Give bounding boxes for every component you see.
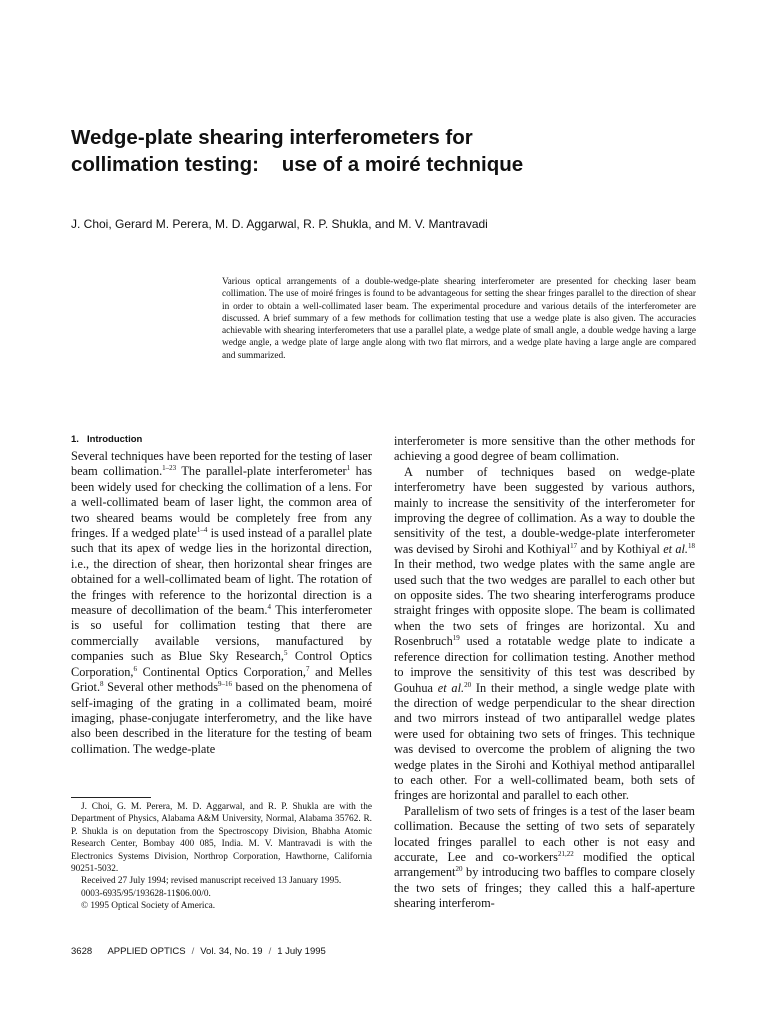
text-run: Parallelism of two sets of fringes is a test of the laser beam collimation. Because the setting of two sets of separately located fringes parallel to each other is not easy and accurate, Lee and co-workers	[394, 803, 695, 864]
text-run: by introducing two baffles to compare closely the two sets of fringes; they called this a half-aperture shearing interferom-	[394, 865, 695, 911]
page-number: 3628	[71, 946, 93, 957]
reference-marker: 20	[455, 865, 463, 874]
section-heading	[71, 434, 142, 445]
footer-separator: /	[191, 946, 195, 957]
reference-marker: 19	[452, 634, 460, 643]
page-footer	[71, 946, 326, 957]
author-list: J. Choi, Gerard M. Perera, M. D. Aggarwal, R. P. Shukla, and M. V. Mantravadi	[71, 217, 488, 231]
reference-marker: 7	[305, 664, 310, 673]
reference-marker: 20	[464, 680, 472, 689]
italic-et-al: et al.	[437, 680, 465, 695]
italic-et-al: et al.	[663, 541, 688, 556]
abstract: Various optical arrangements of a double-wedge-plate shearing interferometer are presented for checking laser beam collimation. The use of moiré fringes is found to be advantageous for setting the shear fringes parallel to the direction of shear in order to obtain a well-collimated laser beam. The experimental procedure and various details of the interferometer are discussed. A brief summary of a few methods for collimation testing that use a wedge plate is also given. The accuracies achievable with shearing interferometers that use a parallel plate, a wedge plate of small angle, a double wedge having a large wedge angle, a wedge plate of large angle along with two flat mirrors, and a wedge plate having a large angle are compared and summarized.	[222, 277, 696, 361]
text-run: In their method, two wedge plates with the same angle are used such that the two wedges are parallel to each other but on opposite sides. The two shearing interferograms produce straight fringes with opposite slope. The beam is collimated when the two sets of fringes are horizontal. Xu and Rosenbruch	[394, 557, 695, 649]
reference-marker: 18	[688, 541, 695, 550]
text-run: This interferometer is so useful for collimation testing that there are commercially available versions, manufactured by companies such as Blue Sky Research,	[71, 603, 372, 664]
intro-paragraph-1	[71, 449, 372, 757]
reference-marker: 5	[283, 649, 288, 658]
reference-marker: 4	[267, 603, 271, 612]
footer-separator: /	[268, 946, 272, 957]
text-run: A number of techniques based on wedge-plate interferometry have been suggested by various authors, mainly to increase the sensitivity of the interferometer for improving the degree of collimation. As a way to double the sensitivity of the test, a double-wedge-plate interferometer was devised by Sirohi and Kothiyal	[394, 464, 695, 556]
text-run: Several techniques have been reported for the testing of laser beam collimation.	[71, 449, 372, 479]
journal-volume: Vol. 34, No. 19	[200, 946, 263, 957]
reference-marker: 1–23	[162, 464, 177, 473]
footnote-copyright: © 1995 Optical Society of America.	[81, 901, 216, 912]
text-run: modified the optical arrangement	[394, 849, 695, 880]
footnote-divider	[71, 797, 151, 798]
intro-paragraph-1-continued: interferometer is more sensitive than the other methods for achieving a good degree of beam collimation.	[394, 434, 695, 464]
reference-marker: 21,22	[557, 849, 574, 858]
intro-paragraph-3	[394, 804, 695, 912]
footnote-received: Received 27 July 1994; revised manuscript received 13 January 1995.	[81, 876, 342, 887]
text-run: and by Kothiyal	[577, 541, 664, 556]
issue-date: 1 July 1995	[277, 946, 326, 957]
reference-marker: 8	[100, 680, 104, 689]
text-run: Several other methods	[103, 680, 218, 695]
text-run: The parallel-plate interferometer	[176, 464, 347, 479]
reference-marker: 1–4	[196, 526, 208, 535]
article-title-line-2: collimation testing: use of a moiré technique	[71, 153, 524, 176]
reference-marker: 1	[346, 464, 351, 473]
text-run: and Melles Griot.	[71, 664, 372, 695]
text-run: Control Optics Corporation,	[71, 649, 372, 679]
intro-paragraph-2	[394, 465, 695, 804]
article-title-line-1: Wedge-plate shearing interferometers for	[71, 126, 473, 149]
text-run: based on the phenomena of self-imaging of the grating in a collimated beam, moiré imaging, phase-conjugate interferometry, and the like have also been described in the literature for the testing of beam collimation. The wedge-plate	[71, 680, 372, 756]
article-title	[71, 124, 711, 178]
text-run: used a rotatable wedge plate to indicate a reference direction for collimation testing. Another method to improve the sensitivity of this test was described by Gouhua	[394, 634, 695, 695]
reference-marker: 6	[133, 664, 137, 673]
footnote-code: 0003-6935/95/193628-11$06.00/0.	[81, 888, 211, 899]
right-column	[394, 434, 695, 912]
footnote	[71, 801, 372, 913]
section-number: 1.	[71, 434, 79, 445]
text-run: In their method, a single wedge plate with the direction of wedge perpendicular to the shear direction and two mirrors instead of two antiparallel wedge plates were used for obtaining two sets of fringes. This technique was devised to overcome the problem of aligning the two wedge plates in the Sirohi and Kothiyal method antiparallel to each other. For a well-collimated beam, both sets of fringes are horizontal and parallel to each other.	[394, 680, 695, 803]
footnote-affiliation: J. Choi, G. M. Perera, M. D. Aggarwal, and R. P. Shukla are with the Department of Physics, Alabama A&M University, Normal, Alabama 35762. R. P. Shukla is on deputation from the Spectroscopy Division, Bhabha Atomic Research Center, Bombay 400 085, India. M. V. Mantravadi is with the Electronics Systems Division, Northrop Corporation, Hawthorne, California 90251-5032.	[71, 802, 372, 875]
journal-name: APPLIED OPTICS	[107, 946, 186, 957]
section-title: Introduction	[86, 434, 143, 445]
reference-marker: 9–16	[218, 680, 232, 689]
left-column	[71, 449, 372, 757]
text-run: is used instead of a parallel plate such that its apex of wedge lies in the horizontal direction, i.e., the direction of shear, then horizontal shear fringes are obtained for a well-collimated beam of light. The rotation of the fringes with reference to the horizontal direction is a measure of decollimation of the beam.	[71, 526, 372, 618]
reference-marker: 17	[570, 541, 578, 550]
text-run: has been widely used for checking the collimation of a lens. For a well-collimated beam of laser light, the common area of two sheared beams would be completely free from any fringes. If a wedged plate	[71, 464, 372, 541]
text-run: Continental Optics Corporation,	[137, 664, 306, 679]
